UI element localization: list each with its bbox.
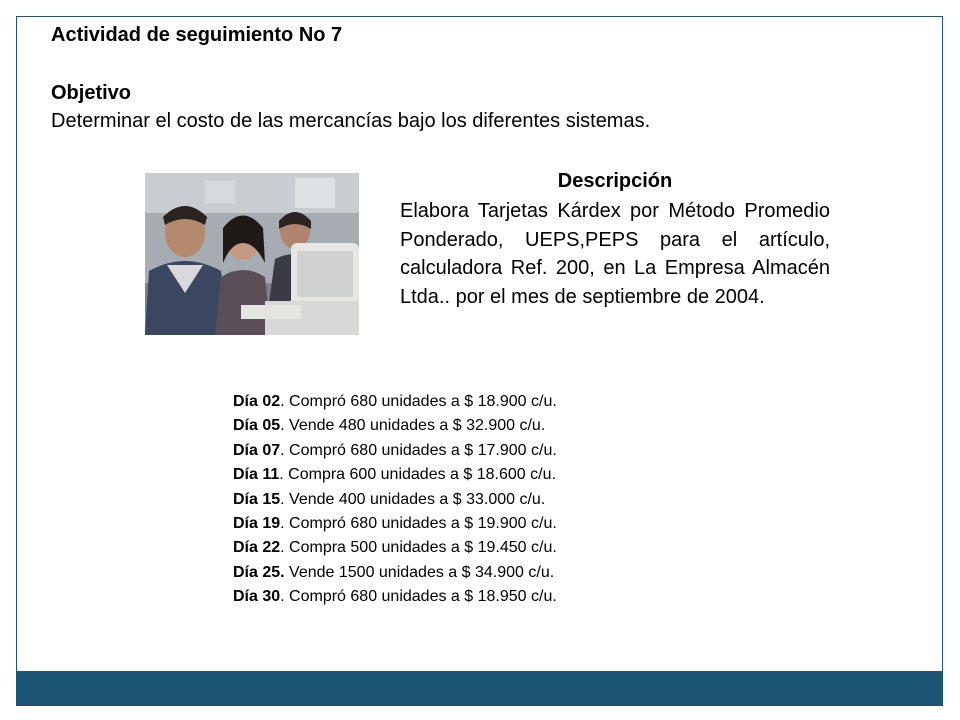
list-item [233, 390, 557, 414]
transaction-text: Compró 680 unidades a $ 17.900 c/u. [284, 441, 557, 459]
objective-text: Determinar el costo de las mercancías bajo los diferentes sistemas. [51, 110, 651, 132]
page-title: Actividad de seguimiento No 7 [51, 24, 343, 46]
day-separator: . [280, 588, 285, 606]
transaction-text: Vende 400 unidades a $ 33.000 c/u. [284, 490, 546, 508]
list-item [233, 512, 557, 536]
day-label: Día 07 [233, 441, 281, 459]
transaction-text: Compró 680 unidades a $ 19.900 c/u. [284, 515, 557, 533]
day-label: Día 19 [233, 515, 281, 533]
list-item [233, 463, 557, 487]
objective-heading: Objetivo [51, 82, 132, 104]
students-at-computer-photo [145, 173, 359, 335]
list-item [233, 536, 557, 560]
day-label: Día 05 [233, 417, 281, 435]
day-separator: . [280, 490, 285, 508]
description-text: Elabora Tarjetas Kárdex por Método Promedio Ponderado, UEPS,PEPS para el artículo, calculadora Ref. 200, en La Empresa Almacén Ltda.. por el mes de septiembre de 2004. [400, 200, 830, 308]
day-label: Día 22 [233, 539, 281, 557]
day-label: Día 15 [233, 490, 281, 508]
transaction-list [233, 390, 557, 610]
list-item [233, 561, 557, 585]
day-label: Día 25. [233, 563, 285, 581]
list-item [233, 414, 557, 438]
day-label: Día 02 [233, 393, 281, 410]
footer-bar [16, 671, 943, 706]
day-separator: . [280, 441, 285, 459]
transaction-text: Compró 680 unidades a $ 18.950 c/u. [284, 588, 557, 606]
transaction-text: Compra 500 unidades a $ 19.450 c/u. [284, 539, 557, 557]
day-separator: . [280, 393, 285, 410]
transaction-text: Vende 480 unidades a $ 32.900 c/u. [284, 417, 546, 435]
list-item [233, 585, 557, 609]
day-separator: . [280, 539, 285, 557]
list-item [233, 439, 557, 463]
transaction-text: Compró 680 unidades a $ 18.900 c/u. [284, 393, 557, 410]
day-label: Día 30 [233, 588, 281, 606]
transaction-text: Compra 600 unidades a $ 18.600 c/u. [283, 466, 556, 484]
list-item [233, 488, 557, 512]
day-separator: . [279, 466, 284, 484]
day-separator: . [280, 417, 285, 435]
description-heading: Descripción [557, 170, 673, 192]
transaction-text: Vende 1500 unidades a $ 34.900 c/u. [284, 563, 555, 581]
day-separator: . [280, 515, 285, 533]
day-label: Día 11 [233, 466, 280, 484]
